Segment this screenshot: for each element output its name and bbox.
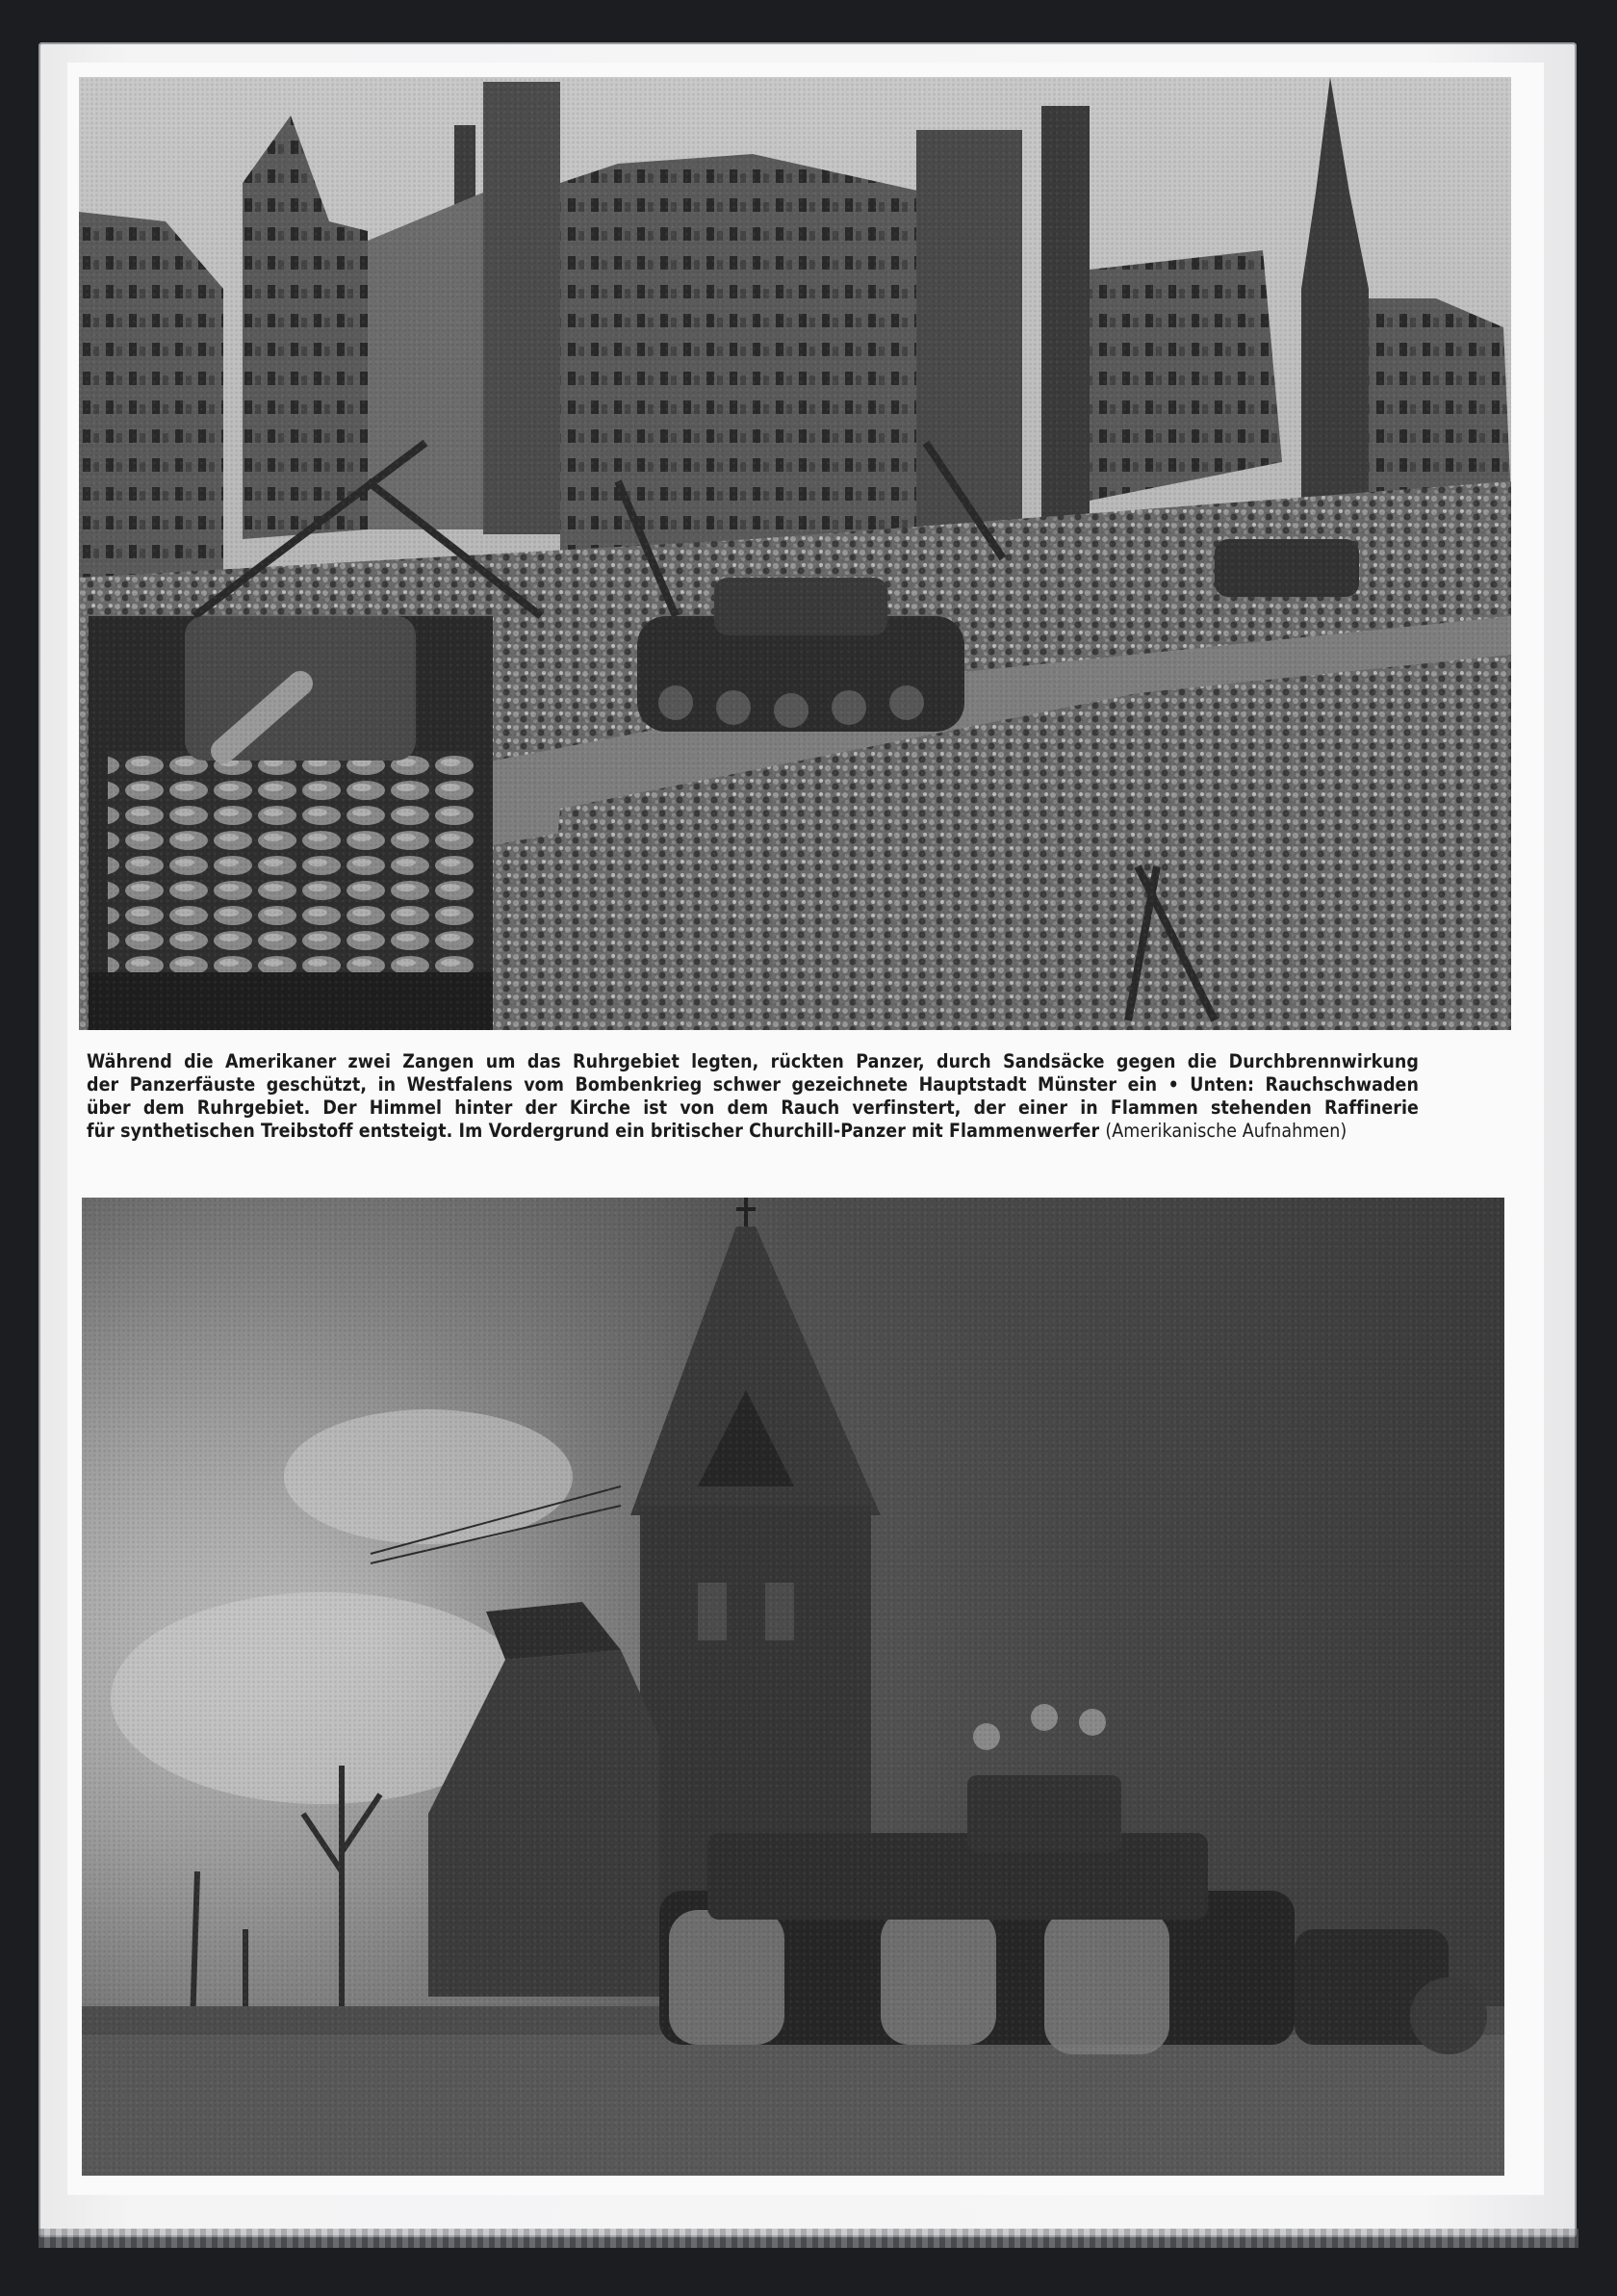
caption-line-4 <box>87 1120 1419 1143</box>
church-smoke-tank-photo <box>82 1198 1504 2176</box>
caption-line-4-text: für synthetischen Treibstoff entsteigt. Im Vordergrund ein britischer Churchill-Panzer mit Flammenwerfer <box>87 1120 1100 1142</box>
caption-line-2: der Panzerfäuste geschützt, in Westfalens vom Bombenkrieg schwer gezeichnete Hauptstadt Münster ein • Unten: Rauchschwaden <box>87 1073 1419 1096</box>
caption-line-1: Während die Amerikaner zwei Zangen um das Ruhrgebiet legten, rückten Panzer, durch Sandsäcke gegen die Durchbrennwirkung <box>87 1050 1419 1072</box>
church-smoke-image <box>82 1198 1504 2176</box>
caption-line-3: über dem Ruhrgebiet. Der Himmel hinter der Kirche ist von dem Rauch verfinstert, der einer in Flammen stehenden Raffinerie <box>87 1096 1419 1119</box>
ruined-city-image <box>79 77 1511 1030</box>
photo-caption <box>87 1050 1419 1143</box>
sleeve-edge <box>38 2229 1578 2248</box>
ruined-city-tanks-photo <box>79 77 1511 1030</box>
photo-credit: (Amerikanische Aufnahmen) <box>1105 1120 1348 1142</box>
